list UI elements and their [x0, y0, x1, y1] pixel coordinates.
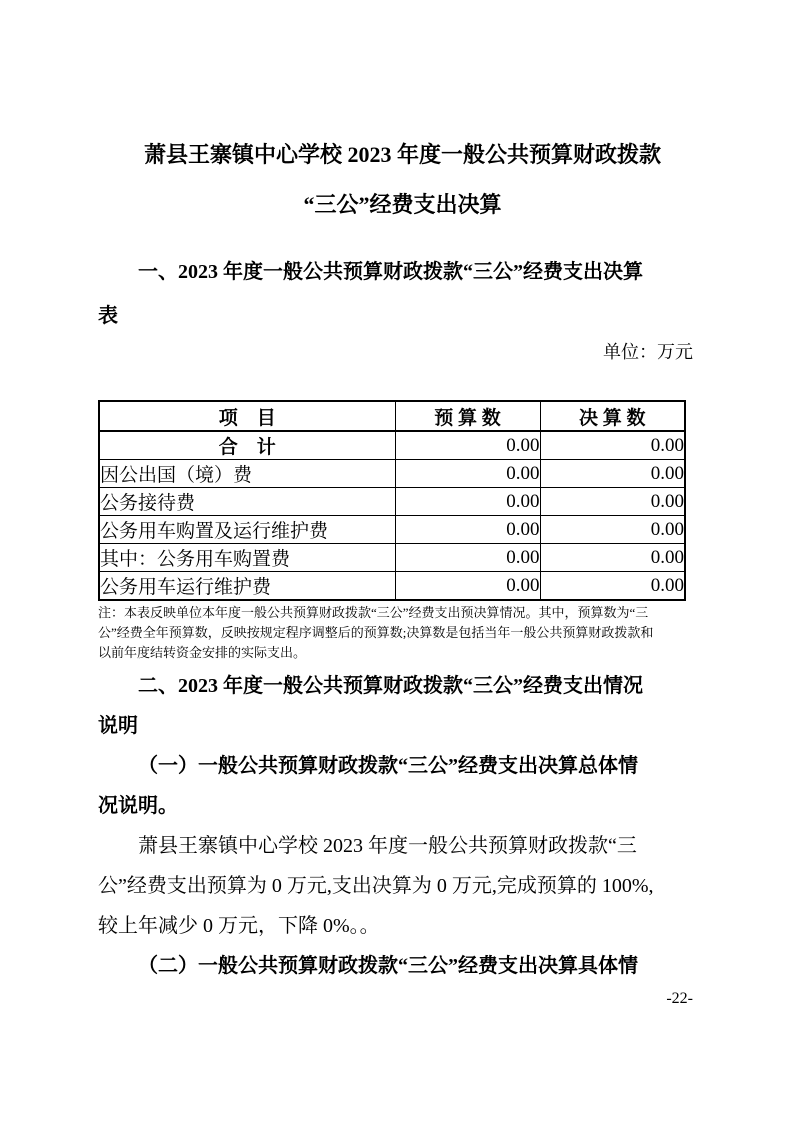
section-2-heading-line-1: 二、2023 年度一般公共预算财政拨款“三公”经费支出情况: [138, 675, 643, 697]
row-label: 公务用车购置及运行维护费: [99, 516, 395, 544]
table-unit-label: 单位：万元: [603, 342, 693, 362]
row-budget-value: 0.00: [395, 488, 540, 516]
subsection-1-heading-line-1: （一）一般公共预算财政拨款“三公”经费支出决算总体情: [138, 755, 638, 777]
row-budget-value: 0.00: [395, 572, 540, 601]
document-title-line-1: 萧县王寨镇中心学校 2023 年度一般公共预算财政拨款: [143, 142, 661, 167]
table-row-reception: [99, 488, 685, 516]
row-label: 公务接待费: [99, 488, 395, 516]
row-final-value: 0.00: [540, 488, 685, 516]
row-final-value: 0.00: [540, 460, 685, 488]
document-title: [98, 139, 707, 239]
subsection-1-heading-line-2: 况说明。: [98, 795, 178, 817]
section-2-block: [98, 666, 707, 986]
table-header-budget: 预 算 数: [395, 401, 540, 431]
row-budget-value: 0.00: [395, 460, 540, 488]
table-row-vehicle-maintenance: [99, 572, 685, 601]
table-container: [98, 400, 707, 601]
row-final-value: 0.00: [540, 516, 685, 544]
row-budget-value: 0.00: [395, 544, 540, 572]
row-final-value: 0.00: [540, 431, 685, 460]
overview-paragraph-line-3: 较上年减少 0 万元，下降 0%。。: [98, 915, 380, 937]
row-final-value: 0.00: [540, 572, 685, 601]
table-note-line-1: 注：本表反映单位本年度一般公共预算财政拨款“三公”经费支出预决算情况。其中，预算数为“三: [98, 605, 649, 620]
page-number: -22-: [666, 990, 693, 1007]
section-1-heading-line-1: 一、2023 年度一般公共预算财政拨款“三公”经费支出决算: [138, 261, 643, 283]
section-1-heading-line-2: 表: [98, 305, 118, 327]
row-label: 公务用车运行维护费: [99, 572, 395, 601]
document-title-line-2: “三公”经费支出决算: [303, 192, 502, 217]
row-label: 因公出国（境）费: [99, 460, 395, 488]
table-header-item: 项 目: [99, 401, 395, 431]
row-budget-value: 0.00: [395, 431, 540, 460]
table-header-row: [99, 401, 685, 431]
table-row-total: [99, 431, 685, 460]
table-row-vehicle-total: [99, 516, 685, 544]
row-label: 合 计: [99, 431, 395, 460]
three-public-expense-table: [98, 400, 686, 601]
table-note-line-3: 以前年度结转资金安排的实际支出。: [98, 645, 307, 660]
section-2-heading-line-2: 说明: [98, 715, 138, 737]
overview-paragraph-line-2: 公”经费支出预算为 0 万元,支出决算为 0 万元,完成预算的 100%,: [98, 875, 654, 897]
row-final-value: 0.00: [540, 544, 685, 572]
table-header-final: 决 算 数: [540, 401, 685, 431]
row-budget-value: 0.00: [395, 516, 540, 544]
table-note: [98, 603, 707, 663]
table-note-line-2: 公”经费全年预算数，反映按规定程序调整后的预算数;决算数是包括当年一般公共预算财政拨款和: [98, 625, 654, 640]
section-1-heading: [98, 256, 707, 344]
table-row-vehicle-purchase: [99, 544, 685, 572]
subsection-2-heading-line-1: （二）一般公共预算财政拨款“三公”经费支出决算具体情: [138, 955, 638, 977]
table-row-abroad: [99, 460, 685, 488]
overview-paragraph-line-1: 萧县王寨镇中心学校 2023 年度一般公共预算财政拨款“三: [138, 835, 637, 857]
row-label: 其中：公务用车购置费: [99, 544, 395, 572]
